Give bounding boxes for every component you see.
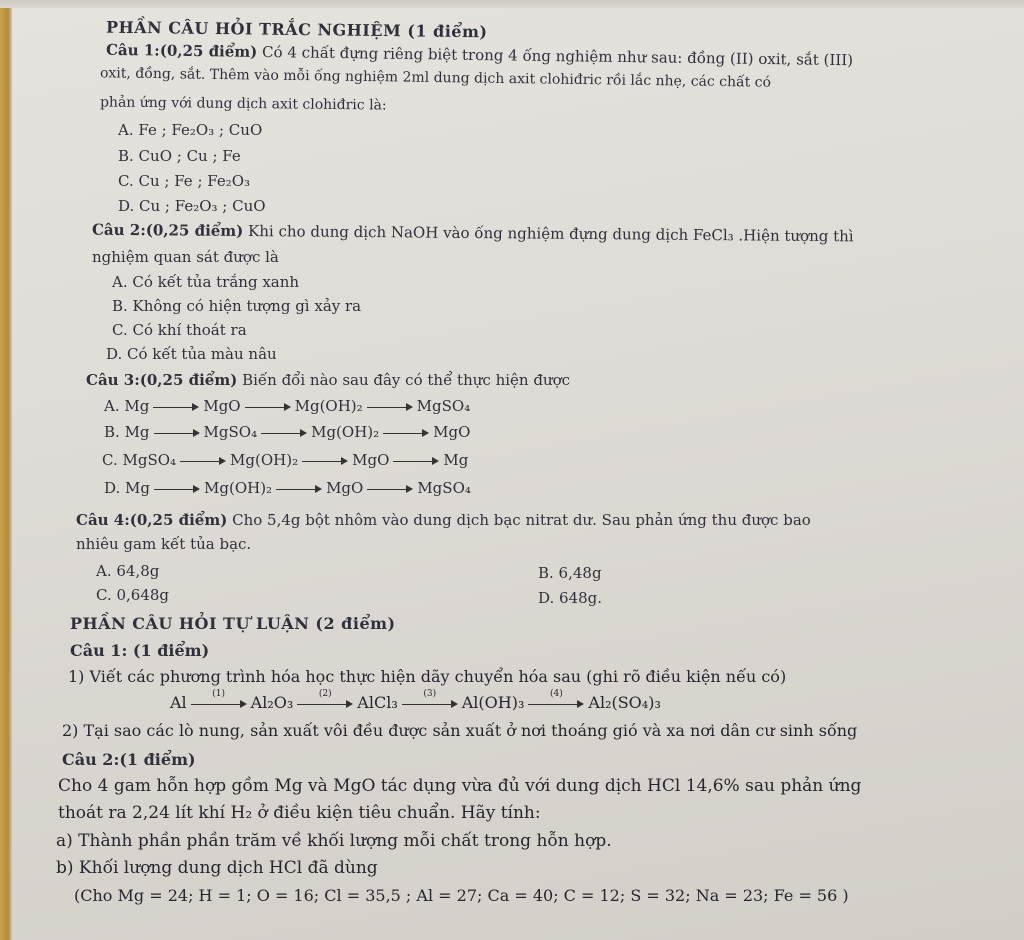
reaction-arrow-icon bbox=[367, 402, 413, 412]
q1-option-d: D. Cu ; Fe₂O₃ ; CuO bbox=[118, 197, 266, 215]
chain-species: Al₂(SO₄)₃ bbox=[588, 693, 661, 712]
chain-species: MgSO₄ bbox=[122, 451, 177, 469]
reaction-arrow-icon bbox=[367, 484, 413, 494]
q3-option-a bbox=[104, 397, 470, 415]
chain-species: Mg bbox=[124, 397, 150, 415]
s2-q2-label: Câu 2:(1 điểm) bbox=[62, 750, 196, 769]
s2-q1-part1: 1) Viết các phương trình hóa học thực hiện dãy chuyển hóa sau (ghi rõ điều kiện nếu có) bbox=[68, 667, 787, 686]
reaction-arrow-icon bbox=[180, 456, 226, 466]
q2-label: Câu 2:(0,25 điểm) bbox=[91, 220, 244, 240]
q2-option-a: A. Có kết tủa trắng xanh bbox=[112, 273, 300, 291]
reaction-arrow-icon bbox=[261, 428, 307, 438]
q1-text3: phản ứng với dung dịch axit clohiđric là: bbox=[99, 94, 387, 114]
q4-option-d: D. 648g. bbox=[538, 589, 603, 607]
q2-option-c: C. Có khí thoát ra bbox=[112, 321, 247, 339]
section2-title: PHẦN CÂU HỎI TỰ LUẬN (2 điểm) bbox=[70, 614, 396, 633]
reaction-arrow-icon bbox=[191, 688, 247, 709]
reaction-arrow-icon bbox=[297, 688, 353, 709]
reaction-arrow-icon bbox=[402, 688, 458, 709]
chain-species: MgSO₄ bbox=[416, 397, 471, 415]
q1-text1: Có 4 chất đựng riêng biệt trong 4 ống nghiệm như sau: đồng (II) oxit, sắt (III) bbox=[261, 42, 854, 70]
chain-species: MgSO₄ bbox=[417, 479, 471, 497]
q4-option-b: B. 6,48g bbox=[538, 564, 602, 582]
q1-option-a: A. Fe ; Fe₂O₃ ; CuO bbox=[118, 121, 263, 139]
reaction-step-label: (3) bbox=[423, 688, 437, 699]
q4-line1 bbox=[76, 511, 811, 529]
chain-species: MgO bbox=[326, 479, 364, 497]
reaction-step-label: (1) bbox=[212, 688, 226, 699]
chain-species: MgO bbox=[352, 451, 390, 469]
reaction-step-label: (4) bbox=[550, 688, 563, 699]
reaction-arrow-icon bbox=[302, 456, 348, 466]
q3-line1 bbox=[86, 371, 570, 389]
chain-species: AlCl₃ bbox=[357, 693, 398, 712]
q3-option-letter: A. bbox=[104, 397, 125, 415]
q3-option-c bbox=[102, 451, 468, 469]
s2-q1-part2: 2) Tại sao các lò nung, sản xuất vôi đều được sản xuất ở nơi thoáng gió và xa nơi dân cư sinh sống bbox=[62, 721, 858, 740]
chain-species: Mg(OH)₂ bbox=[230, 451, 299, 469]
q4-label: Câu 4:(0,25 điểm) bbox=[76, 511, 228, 529]
page-top-edge bbox=[0, 0, 1024, 8]
s2-q2-masses: (Cho Mg = 24; H = 1; O = 16; Cl = 35,5 ; Al = 27; Ca = 40; C = 12; S = 32; Na = 23; Fe = 56 ) bbox=[74, 886, 849, 905]
q3-option-letter: C. bbox=[102, 451, 123, 469]
reaction-step-label: (2) bbox=[318, 688, 332, 699]
chain-species: MgSO₄ bbox=[203, 423, 258, 441]
reaction-arrow-icon bbox=[154, 484, 200, 494]
reaction-arrow-icon bbox=[154, 428, 200, 438]
s2-q1-label: Câu 1: (1 điểm) bbox=[70, 641, 210, 660]
q4-option-c: C. 0,648g bbox=[96, 586, 170, 604]
reaction-arrow-icon bbox=[393, 456, 439, 466]
q3-option-b bbox=[104, 423, 470, 441]
chain-species: Al₂O₃ bbox=[250, 693, 294, 712]
reaction-arrow-icon bbox=[276, 484, 322, 494]
q2-line1 bbox=[92, 221, 854, 246]
page-left-edge bbox=[0, 0, 12, 940]
q1-text2: oxit, đồng, sắt. Thêm vào mỗi ống nghiệm 2ml dung dịch axit clohiđric rồi lắc nhẹ, các chất có bbox=[99, 65, 772, 91]
q3-option-d bbox=[104, 479, 471, 497]
q4-text1: Cho 5,4g bột nhôm vào dung dịch bạc nitrat dư. Sau phản ứng thu được bao bbox=[232, 511, 811, 529]
s2-q2-b: b) Khối lượng dung dịch HCl đã dùng bbox=[56, 858, 378, 878]
chain-species: Mg bbox=[124, 423, 150, 441]
chain-species: Mg bbox=[125, 479, 150, 497]
chain-species: Mg(OH)₂ bbox=[311, 423, 380, 441]
q1-line1 bbox=[106, 41, 853, 69]
chain-species: Mg(OH)₂ bbox=[204, 479, 273, 497]
reaction-arrow-icon bbox=[528, 688, 584, 709]
q3-option-letter: B. bbox=[104, 423, 125, 441]
q3-text: Biến đổi nào sau đây có thể thực hiện được bbox=[242, 371, 571, 389]
chain-species: Mg(OH)₂ bbox=[294, 397, 363, 415]
q1-option-c: C. Cu ; Fe ; Fe₂O₃ bbox=[118, 172, 251, 190]
s2-q2-text2: thoát ra 2,24 lít khí H₂ ở điều kiện tiêu chuẩn. Hãy tính: bbox=[58, 803, 541, 823]
q3-option-letter: D. bbox=[104, 479, 126, 497]
reaction-arrow-icon bbox=[245, 402, 291, 412]
chain-species: Al(OH)₃ bbox=[461, 693, 525, 712]
reaction-arrow-icon bbox=[383, 428, 429, 438]
q4-option-a: A. 64,8g bbox=[96, 562, 160, 580]
chain-species: MgO bbox=[433, 423, 471, 441]
section1-title: PHẦN CÂU HỎI TRẮC NGHIỆM (1 điểm) bbox=[105, 17, 488, 42]
s2-q2-a: a) Thành phần phần trăm về khối lượng mỗi chất trong hỗn hợp. bbox=[56, 831, 612, 851]
s2-q2-text1: Cho 4 gam hỗn hợp gồm Mg và MgO tác dụng vừa đủ với dung dịch HCl 14,6% sau phản ứng bbox=[58, 776, 862, 796]
aluminium-chain bbox=[170, 688, 661, 712]
q1-option-b: B. CuO ; Cu ; Fe bbox=[118, 147, 241, 165]
q3-label: Câu 3:(0,25 điểm) bbox=[86, 371, 238, 389]
q4-text2: nhiêu gam kết tủa bạc. bbox=[76, 535, 252, 553]
q1-label: Câu 1:(0,25 điểm) bbox=[105, 40, 258, 61]
q2-text1: Khi cho dung dịch NaOH vào ống nghiệm đựng dung dịch FeCl₃ .Hiện tượng thì bbox=[248, 222, 854, 246]
chain-species: Mg bbox=[443, 451, 469, 469]
q2-option-d: D. Có kết tủa màu nâu bbox=[106, 345, 277, 363]
reaction-arrow-icon bbox=[153, 402, 199, 412]
q2-option-b: B. Không có hiện tượng gì xảy ra bbox=[112, 297, 362, 315]
q2-text2: nghiệm quan sát được là bbox=[92, 248, 279, 266]
chain-species: MgO bbox=[203, 397, 241, 415]
chain-species: Al bbox=[170, 693, 187, 712]
